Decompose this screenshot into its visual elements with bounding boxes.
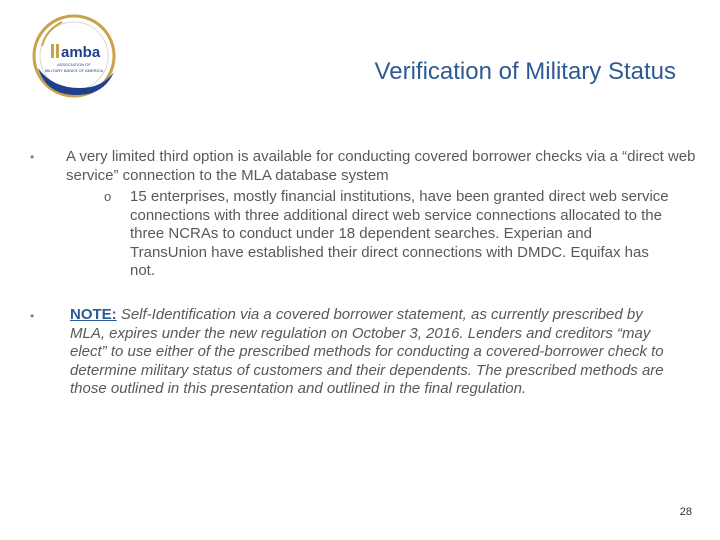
bullet-note (70, 306, 680, 399)
note-label: NOTE: (70, 306, 117, 323)
bullet-marker: • (30, 150, 35, 164)
page-number: 28 (679, 506, 692, 518)
bullet-direct-web-service: A very limited third option is available for conducting covered borrower checks via a “direct web service” connection to the MLA database system (66, 148, 696, 184)
slide-title: Verification of Military Status (374, 58, 676, 85)
amba-logo (28, 10, 120, 102)
sub-bullet-marker: o (104, 189, 112, 204)
amba-seal-icon (28, 10, 120, 102)
logo-subtitle-line2: MILITARY BANKS OF AMERICA (44, 68, 104, 73)
bullet-marker: • (30, 309, 35, 323)
logo-wordmark: amba (61, 44, 101, 61)
note-text: Self-Identification via a covered borrower statement, as currently prescribed by MLA, expires under the new regulation on October 3, 2016. Lenders and creditors “may elect” to use either of the prescribed methods for conducting a covered-borrower check to determine military status of customers and their dependents. The prescribed methods are those outlined in this presentation and outlined in the final regulation. (70, 306, 664, 397)
logo-subtitle-line1: ASSOCIATION OF (57, 62, 91, 67)
sub-bullet-enterprises: 15 enterprises, mostly financial institutions, have been granted direct web service connections with three additional direct web service connections allocated to the three NCRAs to conduct under 18 dependent searches. Experian and TransUnion have established their direct connections with DMDC. Equifax has not. (130, 188, 669, 279)
